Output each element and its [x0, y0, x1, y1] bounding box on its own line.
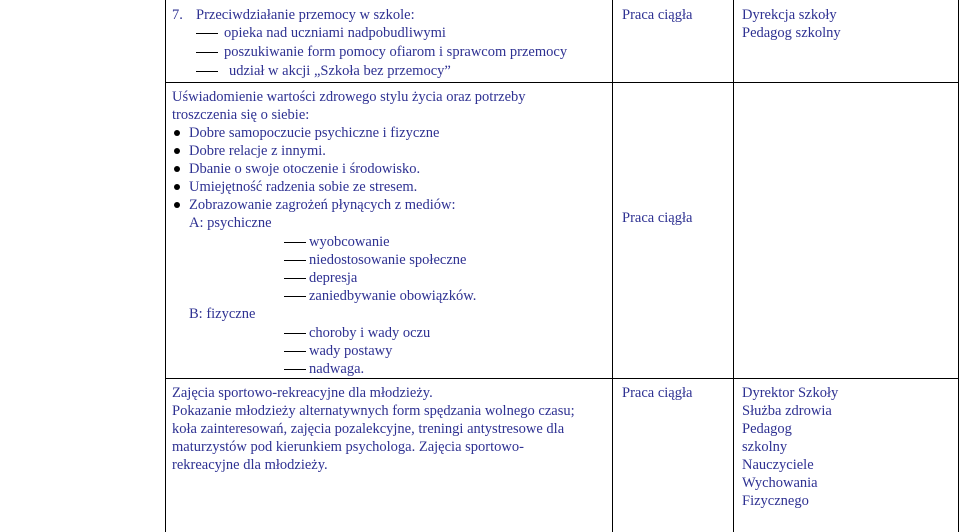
row2-bullet-1: Dobre samopoczucie psychiczne i fizyczne — [189, 125, 440, 141]
row2-bullet-4: Umiejętność radzenia sobie ze stresem. — [189, 179, 418, 195]
row3-line-1: Zajęcia sportowo-rekreacyjne dla młodzieży. — [172, 385, 433, 401]
row3-responsible-6: Wychowania — [742, 475, 818, 491]
dash-marker — [196, 52, 218, 53]
row2-intro-1: Uświadomienie wartości zdrowego stylu życia oraz potrzeby — [172, 89, 526, 105]
bullet-icon — [174, 148, 180, 154]
row-separator-1 — [165, 82, 959, 83]
row1-responsible-2: Pedagog szkolny — [742, 25, 841, 41]
bullet-icon — [174, 184, 180, 190]
dash-marker — [284, 369, 306, 370]
row2-bullet-2: Dobre relacje z innymi. — [189, 143, 326, 159]
row2-bullet-5: Zobrazowanie zagrożeń płynących z mediów: — [189, 197, 456, 213]
row-number: 7. — [172, 7, 183, 23]
row1-term: Praca ciągła — [622, 7, 693, 23]
row1-item-2: poszukiwanie form pomocy ofiarom i sprawcom przemocy — [224, 44, 568, 60]
group-a-label: A: psychiczne — [189, 215, 272, 231]
group-b-item-1: choroby i wady oczu — [309, 325, 431, 341]
row3-responsible-1: Dyrektor Szkoły — [742, 385, 839, 401]
table-border-left — [165, 0, 166, 532]
row3-responsible-7: Fizycznego — [742, 493, 809, 509]
row1-title: Przeciwdziałanie przemocy w szkole: — [196, 7, 415, 23]
table-border-col2 — [612, 0, 613, 532]
row3-line-4: maturzystów pod kierunkiem psychologa. Zajęcia sportowo- — [172, 439, 524, 455]
group-b-item-3: nadwaga. — [309, 361, 365, 377]
table-border-right — [958, 0, 959, 532]
row3-responsible-2: Służba zdrowia — [742, 403, 832, 419]
dash-marker — [284, 296, 306, 297]
row1-item-3: udział w akcji „Szkoła bez przemocy” — [229, 63, 451, 79]
row3-term: Praca ciągła — [622, 385, 693, 401]
row2-intro-2: troszczenia się o siebie: — [172, 107, 310, 123]
row3-line-5: rekreacyjne dla młodzieży. — [172, 457, 328, 473]
group-a-item-1: wyobcowanie — [309, 234, 390, 250]
row-separator-2 — [165, 378, 959, 379]
group-b-label: B: fizyczne — [189, 306, 256, 322]
row1-item-1: opieka nad uczniami nadpobudliwymi — [224, 25, 446, 41]
table-border-col3 — [733, 0, 734, 532]
dash-marker — [196, 71, 218, 72]
row3-responsible-5: Nauczyciele — [742, 457, 814, 473]
bullet-icon — [174, 166, 180, 172]
row3-line-2: Pokazanie młodzieży alternatywnych form spędzania wolnego czasu; — [172, 403, 575, 419]
dash-marker — [196, 33, 218, 34]
dash-marker — [284, 278, 306, 279]
bullet-icon — [174, 130, 180, 136]
bullet-icon — [174, 202, 180, 208]
dash-marker — [284, 242, 306, 243]
dash-marker — [284, 260, 306, 261]
row3-line-3: koła zainteresowań, zajęcia pozalekcyjne, treningi antystresowe dla — [172, 421, 565, 437]
group-a-item-3: depresja — [309, 270, 358, 286]
row2-bullet-3: Dbanie o swoje otoczenie i środowisko. — [189, 161, 421, 177]
group-b-item-2: wady postawy — [309, 343, 393, 359]
row3-responsible-3: Pedagog — [742, 421, 792, 437]
group-a-item-4: zaniedbywanie obowiązków. — [309, 288, 477, 304]
row1-responsible-1: Dyrekcja szkoły — [742, 7, 837, 23]
dash-marker — [284, 351, 306, 352]
group-a-item-2: niedostosowanie społeczne — [309, 252, 467, 268]
row3-responsible-4: szkolny — [742, 439, 788, 455]
row2-term: Praca ciągła — [622, 210, 693, 226]
dash-marker — [284, 333, 306, 334]
